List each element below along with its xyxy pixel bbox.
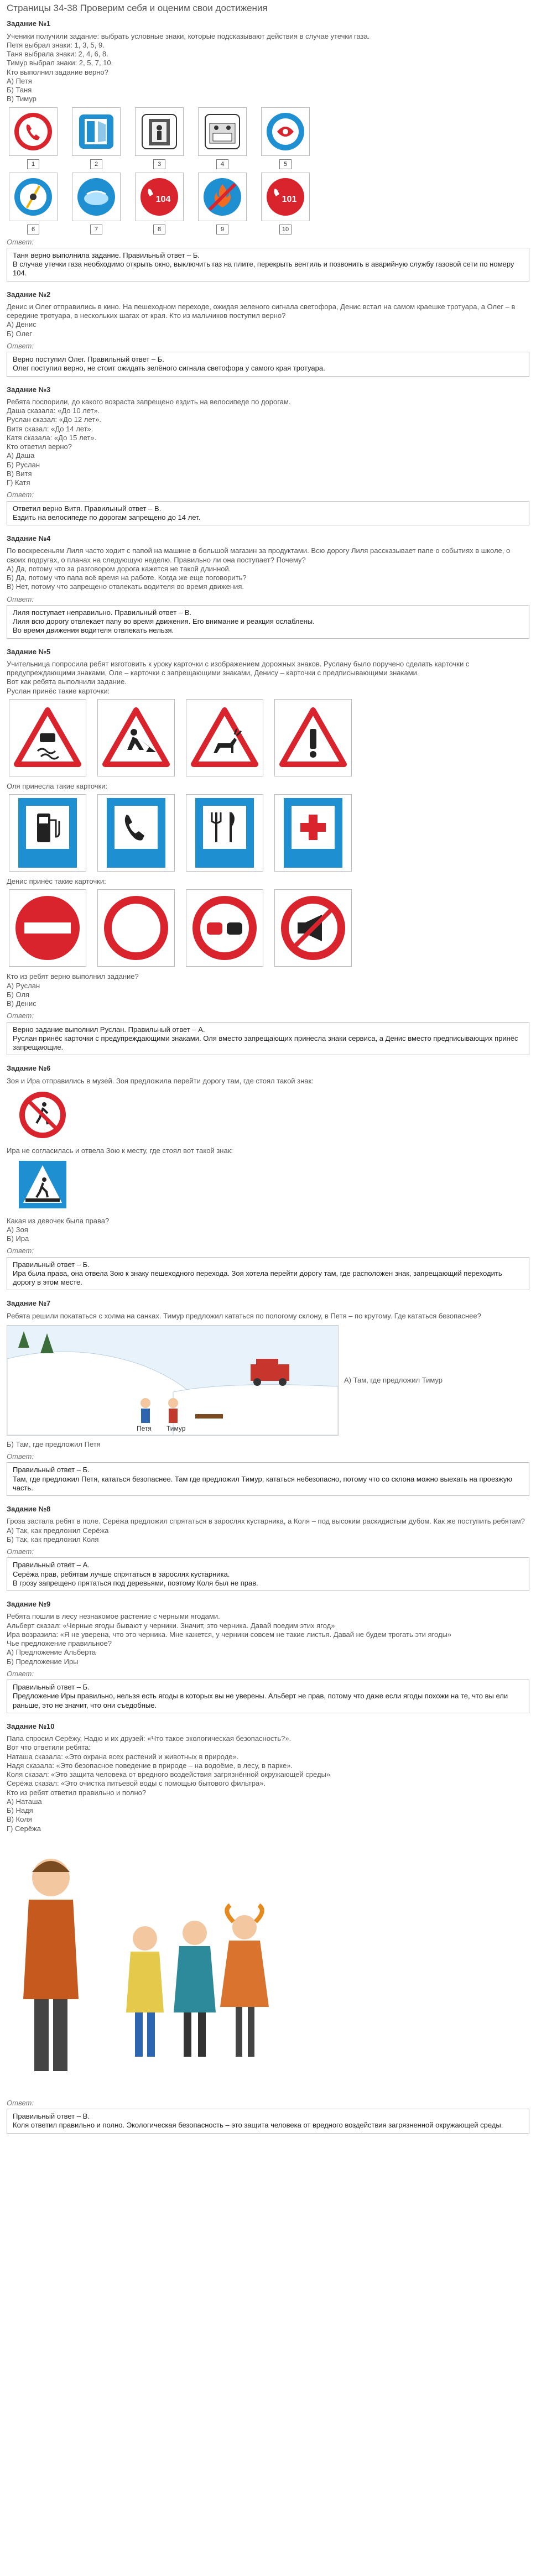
task-line: Ира не согласилась и отвела Зою к месту, где стоял вот такой знак: <box>7 1146 233 1155</box>
task-line: Какая из девочек была права? <box>7 1216 110 1225</box>
task-line: Ребята пошли в лесу незнакомое растение с черными ягодами. <box>7 1612 220 1621</box>
wild-animals-warning-icon <box>186 699 263 776</box>
task-line: Чье предложение правильное? <box>7 1639 112 1647</box>
task-9 <box>7 1600 529 1713</box>
window-open-sign-icon <box>72 107 121 156</box>
sign-cell <box>135 173 184 234</box>
phone-101-sign-icon <box>261 173 310 221</box>
caption-petya: Петя <box>137 1424 152 1432</box>
task-line: Альберт сказал: «Черные ягоды бывают у черники. Значит, это черника. Давай поедим этих ягод» <box>7 1621 335 1630</box>
task-line: А) Зоя <box>7 1225 28 1234</box>
pedestrian-crossing-sign-icon <box>18 1160 529 1212</box>
answer-label: Ответ: <box>7 341 34 350</box>
sign-number: 10 <box>279 225 292 234</box>
task-2 <box>7 290 529 377</box>
task-line: Гроза застала ребят в поле. Серёжа предложил спрятаться в зарослях кустарника, а Коля – под высоким раскидистым дубом. Как же поступить ребятам? <box>7 1517 525 1526</box>
task-title: Задание №4 <box>7 534 51 543</box>
sign-cell <box>72 107 121 169</box>
first-aid-service-icon <box>274 794 352 872</box>
sign-number: 2 <box>90 159 102 169</box>
caption-timur: Тимур <box>166 1424 186 1432</box>
sign-row-2 <box>9 173 529 234</box>
task-line: А) Петя <box>7 76 32 85</box>
slippery-road-warning-icon <box>9 699 86 776</box>
answer-box <box>7 2109 529 2134</box>
sign-row-1 <box>9 107 529 169</box>
task-line: Ученики получили задание: выбрать условные знаки, которые подсказывают действия в случае утечки газа. <box>7 32 370 40</box>
task-line: Руслан сказал: «До 12 лет». <box>7 415 101 424</box>
task-line: Петя выбрал знаки: 1, 3, 5, 9. <box>7 40 105 49</box>
sign-cell <box>198 173 247 234</box>
answer-line: Коля ответил правильно и полно. Экологическая безопасность – это защита человека от вредного воздействия загрязненной окружающей среды. <box>13 2121 503 2130</box>
page-title: Страницы 34-38 Проверим себя и оценим свои достижения <box>7 3 268 13</box>
task-title: Задание №5 <box>7 647 51 656</box>
sled-scene-row <box>7 1325 529 1436</box>
road-works-warning-icon <box>97 699 175 776</box>
task-line: Б) Так, как предложил Коля <box>7 1535 99 1543</box>
task-line: Таня выбрала знаки: 2, 4, 6, 8. <box>7 50 108 58</box>
task-line: Наташа сказала: «Это охрана всех растений и животных в природе». <box>7 1752 239 1761</box>
answer-label: Ответ: <box>7 2098 34 2107</box>
task-line: Кто из ребят ответил правильно и полно? <box>7 1788 147 1797</box>
task-3 <box>7 385 529 526</box>
answer-line: Правильный ответ – А. <box>13 1561 90 1569</box>
task-line: А) Да, потому что за разговором дорога кажется не такой длинной. <box>7 564 231 573</box>
sign-number: 5 <box>279 159 292 169</box>
task-line: В) Тимур <box>7 95 37 103</box>
elevator-sign-icon <box>135 107 184 156</box>
task-line: А) Денис <box>7 320 37 329</box>
task-1 <box>7 19 529 281</box>
answer-line: Руслан принёс карточки с предупреждающими знаками. Оля вместо запрещающих принесла знаки сервиса, а Денис вместо предписывающих принёс запрещающие. <box>13 1034 518 1051</box>
task-line: Даша сказала: «До 10 лет». <box>7 406 100 415</box>
task-title: Задание №8 <box>7 1505 51 1513</box>
sign-number: 6 <box>27 225 39 234</box>
answer-label: Ответ: <box>7 1011 34 1020</box>
sled-hill-illustration <box>7 1325 339 1436</box>
task-title: Задание №2 <box>7 290 51 299</box>
sign-cell <box>198 107 247 169</box>
task-line: По воскресеньям Лиля часто ходит с папой на машине в большой магазин за продуктами. Всю дорогу Лиля рассказывает папе о событиях в школе, о своих подругах, о планах на следующую неделю. Правильно ли она поступает? Почему? <box>7 546 511 564</box>
answer-label: Ответ: <box>7 595 34 603</box>
task-title: Задание №1 <box>7 19 51 28</box>
sign-number: 9 <box>216 225 228 234</box>
denis-cards <box>9 889 529 967</box>
task-8 <box>7 1505 529 1591</box>
task-line: Учительница попросила ребят изготовить к уроку карточки с изображением дорожных знаков. Руслану было поручено сделать карточки с предупреждающими знаками, Оле – карточки с запрещающими знаками, Денису – карточки с предписывающими знаками. <box>7 659 470 677</box>
family-illustration <box>7 1839 316 2093</box>
sign-number: 8 <box>153 225 165 234</box>
task-line: Б) Руслан <box>7 460 40 469</box>
task-line: Кто из ребят верно выполнил задание? <box>7 972 139 981</box>
task-4 <box>7 534 529 639</box>
task-text <box>7 303 529 338</box>
food-service-icon <box>186 794 263 872</box>
task-line: Б) Надя <box>7 1806 33 1814</box>
answer-line: Предложение Иры правильно, нельзя есть ягоды в которых вы не уверены. Альберт не прав, потому что даже если ягоды похожи на те, что вы ели раньше, это не значит, что они съедобные. <box>13 1692 508 1709</box>
task-line: Г) Серёжа <box>7 1824 41 1833</box>
task-line: Вот как ребята выполнили задание. <box>7 677 127 686</box>
task-7 <box>7 1299 529 1496</box>
answer-label: Ответ: <box>7 1452 34 1461</box>
task-text <box>7 32 529 104</box>
task-line: Б) Там, где предложил Петя <box>7 1440 101 1448</box>
task-line: А) Там, где предложил Тимур <box>344 1375 443 1384</box>
ruslan-cards <box>9 699 529 776</box>
answer-line: Верно поступил Олег. Правильный ответ – Б. <box>13 355 164 363</box>
answer-line: Верно задание выполнил Руслан. Правильный ответ – А. <box>13 1025 205 1034</box>
answer-label: Ответ: <box>7 237 34 246</box>
answer-box <box>7 352 529 377</box>
task-title: Задание №10 <box>7 1722 55 1730</box>
olya-cards <box>9 794 529 872</box>
answer-line: Олег поступил верно, не стоит ожидать зелёного сигнала светофора у самого края тротуара. <box>13 364 325 373</box>
answer-line: Лиля поступает неправильно. Правильный ответ – В. <box>13 608 191 617</box>
answer-line: Правильный ответ – Б. <box>13 1260 90 1269</box>
task-line: Коля сказал: «Это защита человека от вредного воздействия загрязнённой окружающей среды» <box>7 1770 331 1779</box>
task-line: Б) Таня <box>7 86 32 94</box>
water-sign-icon <box>72 173 121 221</box>
task-line: Б) Оля <box>7 990 30 999</box>
answer-label: Ответ: <box>7 491 34 499</box>
svg-text:101: 101 <box>282 194 297 204</box>
sign-cell <box>9 173 58 234</box>
task-line: Кто ответил верно? <box>7 442 72 451</box>
answer-line: Ира была права, она отвела Зою к знаку пешеходного перехода. Зоя хотела перейти дорогу там, где расположен знак, запрещающий переходить дорогу в этом месте. <box>13 1269 502 1286</box>
answer-line: Лиля всю дорогу отвлекает папу во время движения. Его внимание и реакция ослаблены. <box>13 617 315 625</box>
answer-box <box>7 1022 529 1056</box>
task-line: Б) Да, потому что папа всё время на работе. Когда же еще поговорить? <box>7 573 247 582</box>
task-text <box>7 1612 529 1666</box>
answer-line: Правильный ответ – Б. <box>13 1683 90 1691</box>
sign-cell <box>135 107 184 169</box>
task-line: Кто выполнил задание верно? <box>7 67 108 76</box>
task-6 <box>7 1064 529 1290</box>
answer-line: Таня верно выполнила задание. Правильный ответ – Б. <box>13 251 200 259</box>
task-line: Тимур выбрал знаки: 2, 5, 7, 10. <box>7 59 113 67</box>
task-line: Руслан принёс такие карточки: <box>7 686 110 695</box>
option-a <box>344 1376 443 1385</box>
task-line: Катя сказала: «До 15 лет». <box>7 433 97 442</box>
task-line: Б) Олег <box>7 329 32 338</box>
no-pedestrians-sign-icon <box>18 1090 529 1142</box>
task-line: Б) Предложение Иры <box>7 1657 79 1666</box>
answer-line: Правильный ответ – В. <box>13 2112 90 2120</box>
task-line: Ребята поспорили, до какого возраста запрещено ездить на велосипеде по дорогам. <box>7 397 291 406</box>
other-dangers-warning-icon <box>274 699 352 776</box>
task-line: А) Предложение Альберта <box>7 1648 96 1657</box>
answer-box <box>7 1257 529 1291</box>
no-entry-prohibitory-icon <box>9 889 86 967</box>
answer-label: Ответ: <box>7 1669 34 1678</box>
task-text <box>7 546 529 591</box>
task-title: Задание №9 <box>7 1600 51 1608</box>
task-line: А) Даша <box>7 451 35 460</box>
fire-sign-icon <box>198 173 247 221</box>
gas-stove-sign-icon <box>198 107 247 156</box>
telephone-service-icon <box>97 794 175 872</box>
answer-box <box>7 248 529 281</box>
task-line: Серёжа сказал: «Это очистка питьевой воды с помощью бытового фильтра». <box>7 1779 266 1788</box>
task-line: В) Коля <box>7 1815 32 1824</box>
task-line: Папа спросил Серёжу, Надю и их друзей: «Что такое экологическая безопасность?». <box>7 1734 292 1743</box>
answer-box <box>7 501 529 526</box>
task-line: Ира возразила: «Я не уверена, что это черника. Мне кажется, у черники совсем не такие листья. Давай не будем трогать эти ягоды» <box>7 1630 452 1639</box>
sign-number: 3 <box>153 159 165 169</box>
no-overtaking-prohibitory-icon <box>186 889 263 967</box>
task-text <box>7 1517 529 1544</box>
task-line: А) Наташа <box>7 1797 42 1806</box>
svg-text:104: 104 <box>155 194 171 204</box>
extinguisher-sign-icon <box>261 107 310 156</box>
answer-label: Ответ: <box>7 1247 34 1255</box>
sign-cell <box>261 173 310 234</box>
task-title: Задание №6 <box>7 1064 51 1073</box>
task-line: А) Так, как предложил Серёжа <box>7 1526 109 1535</box>
task-title: Задание №3 <box>7 385 51 394</box>
sign-cell <box>72 173 121 234</box>
answer-line: В случае утечки газа необходимо открыть окно, выключить газ на плите, перекрыть вентиль и позвонить в аварийную службу газовой сети по номеру 104. <box>13 260 514 278</box>
task-10 <box>7 1722 529 2134</box>
answer-box <box>7 605 529 639</box>
task-line: Вот что ответили ребята: <box>7 1743 91 1752</box>
answer-line: Во время движения водителя отвлекать нельзя. <box>13 626 174 635</box>
task-text <box>7 398 529 488</box>
task-text <box>7 1146 529 1155</box>
task-text <box>7 1077 529 1086</box>
sign-number: 1 <box>27 159 39 169</box>
valve-sign-icon <box>9 173 58 221</box>
task-text <box>7 660 529 696</box>
answer-line: Правильный ответ – Б. <box>13 1466 90 1474</box>
task-line: В) Нет, потому что запрещено отвлекать водителя во время движения. <box>7 582 244 591</box>
sign-number: 4 <box>216 159 228 169</box>
answer-box <box>7 1462 529 1496</box>
task-line: Надя сказала: «Это безопасное поведение в природе – на водоёме, в лесу, в парке». <box>7 1761 293 1770</box>
answer-line: Ездить на велосипеде по дорогам запрещено до 14 лет. <box>13 513 201 522</box>
phone-sign-icon <box>9 107 58 156</box>
no-horn-prohibitory-icon <box>274 889 352 967</box>
task-5 <box>7 648 529 1056</box>
answer-line: Серёжа прав, ребятам лучше спрятаться в зарослях кустарника. <box>13 1569 230 1578</box>
no-vehicles-prohibitory-icon <box>97 889 175 967</box>
phone-104-sign-icon <box>135 173 184 221</box>
answer-label: Ответ: <box>7 1547 34 1556</box>
denis-label: Денис принёс такие карточки: <box>7 877 106 885</box>
task-line: Зоя и Ира отправились в музей. Зоя предложила перейти дорогу там, где стоял такой знак: <box>7 1076 314 1085</box>
task-line: Б) Ира <box>7 1234 29 1243</box>
task-line: В) Витя <box>7 469 32 478</box>
task-question <box>7 1217 529 1244</box>
olya-label: Оля принесла такие карточки: <box>7 781 108 790</box>
sign-number: 7 <box>90 225 102 234</box>
task-line: Денис и Олег отправились в кино. На пешеходном переходе, ожидая зеленого сигнала светофора, Денис встал на самом краешке тротуара, а Олег – в середине тротуара, в нескольких шагах от края. Кто из мальчиков поступил верно? <box>7 302 516 320</box>
answer-line: Там, где предложил Петя, кататься безопаснее. Там где предложил Тимур, кататься небезопасно, потому что со склона можно выехать на проезжую часть. <box>13 1474 512 1492</box>
gas-station-service-icon <box>9 794 86 872</box>
task-line: Г) Катя <box>7 478 30 487</box>
task-text <box>7 1734 529 1833</box>
answer-box <box>7 1680 529 1713</box>
task-question <box>7 972 529 1008</box>
task-line: Витя сказал: «До 14 лет». <box>7 424 93 433</box>
answer-box <box>7 1557 529 1591</box>
option-b <box>7 1440 529 1449</box>
task-line: А) Руслан <box>7 981 40 990</box>
task-title: Задание №7 <box>7 1299 51 1308</box>
sign-cell <box>261 107 310 169</box>
answer-line: Ответил верно Витя. Правильный ответ – В. <box>13 504 162 513</box>
task-text <box>7 1312 529 1321</box>
task-line: Ребята решили покататься с холма на санках. Тимур предложил кататься по пологому склону, в Петя – по крутому. Где кататься безопаснее? <box>7 1311 481 1320</box>
sign-cell <box>9 107 58 169</box>
answer-line: В грозу запрещено прятаться под деревьями, поэтому Коля был не прав. <box>13 1578 258 1587</box>
task-line: В) Денис <box>7 999 37 1008</box>
